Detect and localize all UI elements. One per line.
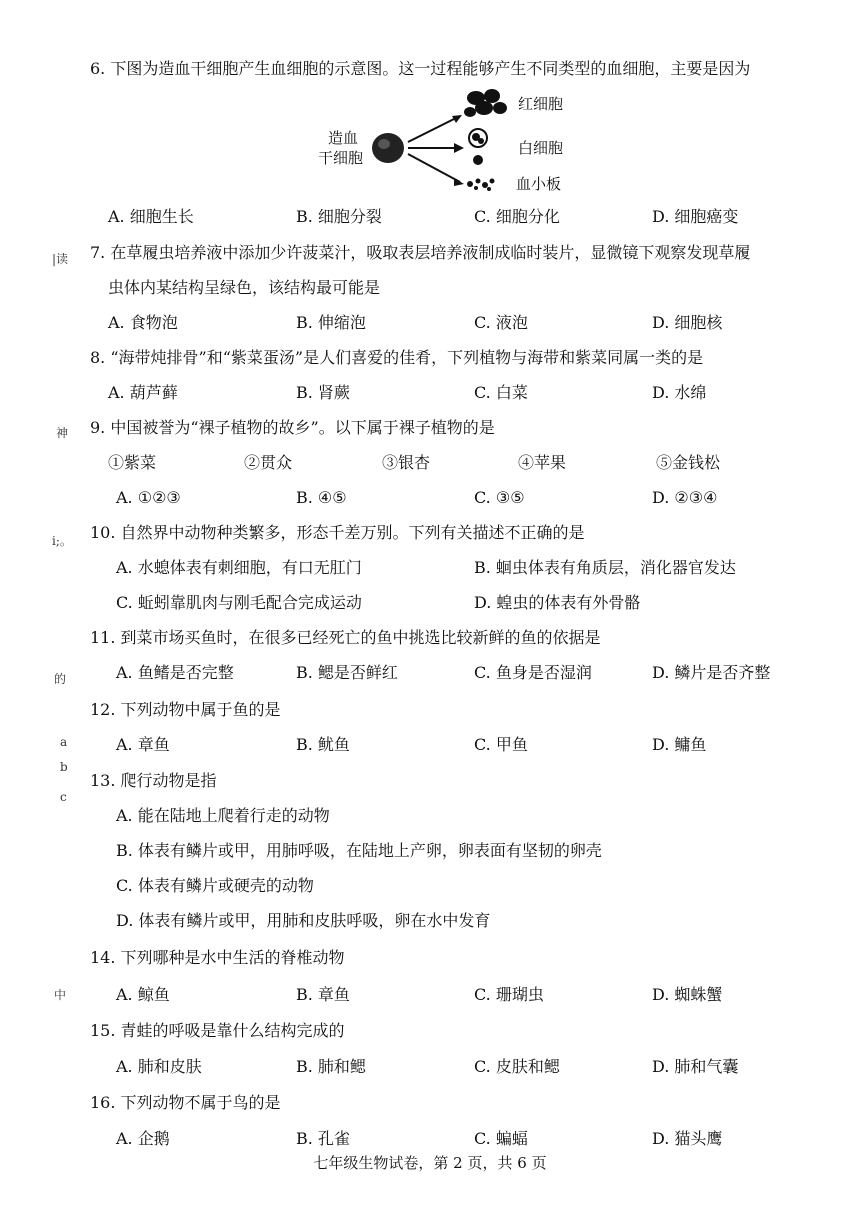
red-blood-cell-icon (464, 89, 507, 117)
question-10-option-a: A. 水螅体表有刺细胞，有口无肛门 (116, 558, 362, 577)
question-12-option-b: B. 鱿鱼 (296, 735, 350, 754)
question-8-option-c: C. 白菜 (474, 383, 528, 402)
stem-cell-label-1: 造血 (328, 129, 359, 147)
platelet-icon (467, 179, 495, 192)
question-7-option-b: B. 伸缩泡 (296, 313, 366, 332)
question-12-option-d: D. 鳙鱼 (652, 735, 707, 754)
question-13-option-a: A. 能在陆地上爬着行走的动物 (116, 806, 330, 825)
question-9-option-c: C. ③⑤ (474, 488, 525, 507)
question-16-option-c: C. 蝙蝠 (474, 1129, 528, 1148)
margin-mark: a (60, 735, 68, 749)
question-14-option-a: A. 鲸鱼 (116, 985, 170, 1004)
question-7-stem-line-1: 7. 在草履虫培养液中添加少许菠菜汁，吸取表层培养液制成临时装片，显微镜下观察发现草履 (90, 243, 751, 262)
question-8-option-b: B. 肾蕨 (296, 383, 350, 402)
question-10-stem: 10. 自然界中动物种类繁多，形态千差万别。下列有关描述不正确的是 (90, 523, 585, 542)
question-16-option-b: B. 孔雀 (296, 1129, 350, 1148)
question-6-option-b: B. 细胞分裂 (296, 207, 382, 226)
stem-cell-icon (372, 133, 404, 163)
question-16-option-d: D. 猫头鹰 (652, 1129, 723, 1148)
question-9-option-a: A. ①②③ (116, 488, 181, 507)
margin-mark: 神 (56, 426, 69, 440)
white-blood-cell-label: 白细胞 (518, 139, 564, 157)
platelet-label: 血小板 (516, 175, 562, 193)
question-9-item: ④苹果 (518, 453, 567, 472)
question-9-stem: 9. 中国被誉为“裸子植物的故乡”。以下属于裸子植物的是 (90, 418, 495, 437)
question-9-option-b: B. ④⑤ (296, 488, 347, 507)
question-11-option-c: C. 鱼身是否湿润 (474, 663, 592, 682)
stem-cell-label-2: 干细胞 (318, 149, 364, 167)
margin-mark: 中 (54, 988, 67, 1002)
margin-mark: 的 (54, 672, 67, 686)
question-8-stem: 8. “海带炖排骨”和“紫菜蛋汤”是人们喜爱的佳肴，下列植物与海带和紫菜同属一类的是 (90, 348, 704, 367)
question-13-option-d: D. 体表有鳞片或甲，用肺和皮肤呼吸，卵在水中发育 (116, 911, 491, 930)
question-13-stem: 13. 爬行动物是指 (90, 771, 217, 790)
question-7-option-a: A. 食物泡 (108, 313, 178, 332)
margin-mark: c (60, 790, 67, 804)
question-13-option-c: C. 体表有鳞片或硬壳的动物 (116, 876, 314, 895)
question-6-option-a: A. 细胞生长 (108, 207, 194, 226)
white-blood-cell-icon (469, 129, 487, 165)
question-9-item: ⑤金钱松 (656, 453, 721, 472)
question-16-option-a: A. 企鹅 (116, 1129, 170, 1148)
question-7-stem-line-2: 虫体内某结构呈绿色，该结构最可能是 (108, 278, 381, 297)
margin-mark: b (60, 760, 68, 774)
question-11-option-a: A. 鱼鳍是否完整 (116, 663, 234, 682)
question-6-option-d: D. 细胞癌变 (652, 207, 739, 226)
question-15-option-b: B. 肺和鳃 (296, 1057, 366, 1076)
question-9-item: ②贯众 (244, 453, 293, 472)
question-16-stem: 16. 下列动物不属于鸟的是 (90, 1093, 281, 1112)
question-11-option-d: D. 鳞片是否齐整 (652, 663, 771, 682)
margin-mark: i;。 (52, 534, 72, 548)
margin-mark: |读 (52, 252, 69, 266)
question-14-option-c: C. 珊瑚虫 (474, 985, 544, 1004)
question-15-option-d: D. 肺和气囊 (652, 1057, 739, 1076)
question-10-option-d: D. 蝗虫的体表有外骨骼 (474, 593, 641, 612)
question-12-option-a: A. 章鱼 (116, 735, 170, 754)
question-13-option-b: B. 体表有鳞片或甲，用肺呼吸，在陆地上产卵，卵表面有坚韧的卵壳 (116, 841, 602, 860)
question-9-item: ①紫菜 (108, 453, 157, 472)
question-15-option-c: C. 皮肤和鳃 (474, 1057, 560, 1076)
question-9-item: ③银杏 (382, 453, 431, 472)
question-12-option-c: C. 甲鱼 (474, 735, 528, 754)
question-9-option-d: D. ②③④ (652, 488, 718, 507)
question-10-option-b: B. 蛔虫体表有角质层，消化器官发达 (474, 558, 736, 577)
question-11-option-b: B. 鳃是否鲜红 (296, 663, 398, 682)
question-11-stem: 11. 到菜市场买鱼时，在很多已经死亡的鱼中挑选比较新鲜的鱼的依据是 (90, 628, 601, 647)
question-14-option-d: D. 蜘蛛蟹 (652, 985, 723, 1004)
question-7-option-c: C. 液泡 (474, 313, 528, 332)
question-6-stem: 6. 下图为造血干细胞产生血细胞的示意图。这一过程能够产生不同类型的血细胞，主要是因为 (90, 59, 751, 78)
blood-cell-diagram (300, 86, 620, 196)
question-8-option-a: A. 葫芦藓 (108, 383, 178, 402)
question-6-option-c: C. 细胞分化 (474, 207, 560, 226)
red-blood-cell-label: 红细胞 (518, 95, 564, 113)
question-8-option-d: D. 水绵 (652, 383, 707, 402)
page-footer: 七年级生物试卷，第 2 页，共 6 页 (313, 1154, 547, 1172)
question-12-stem: 12. 下列动物中属于鱼的是 (90, 700, 281, 719)
question-14-stem: 14. 下列哪种是水中生活的脊椎动物 (90, 948, 345, 967)
question-14-option-b: B. 章鱼 (296, 985, 350, 1004)
question-15-option-a: A. 肺和皮肤 (116, 1057, 202, 1076)
question-15-stem: 15. 青蛙的呼吸是靠什么结构完成的 (90, 1021, 345, 1040)
question-7-option-d: D. 细胞核 (652, 313, 723, 332)
question-10-option-c: C. 蚯蚓靠肌肉与刚毛配合完成运动 (116, 593, 362, 612)
